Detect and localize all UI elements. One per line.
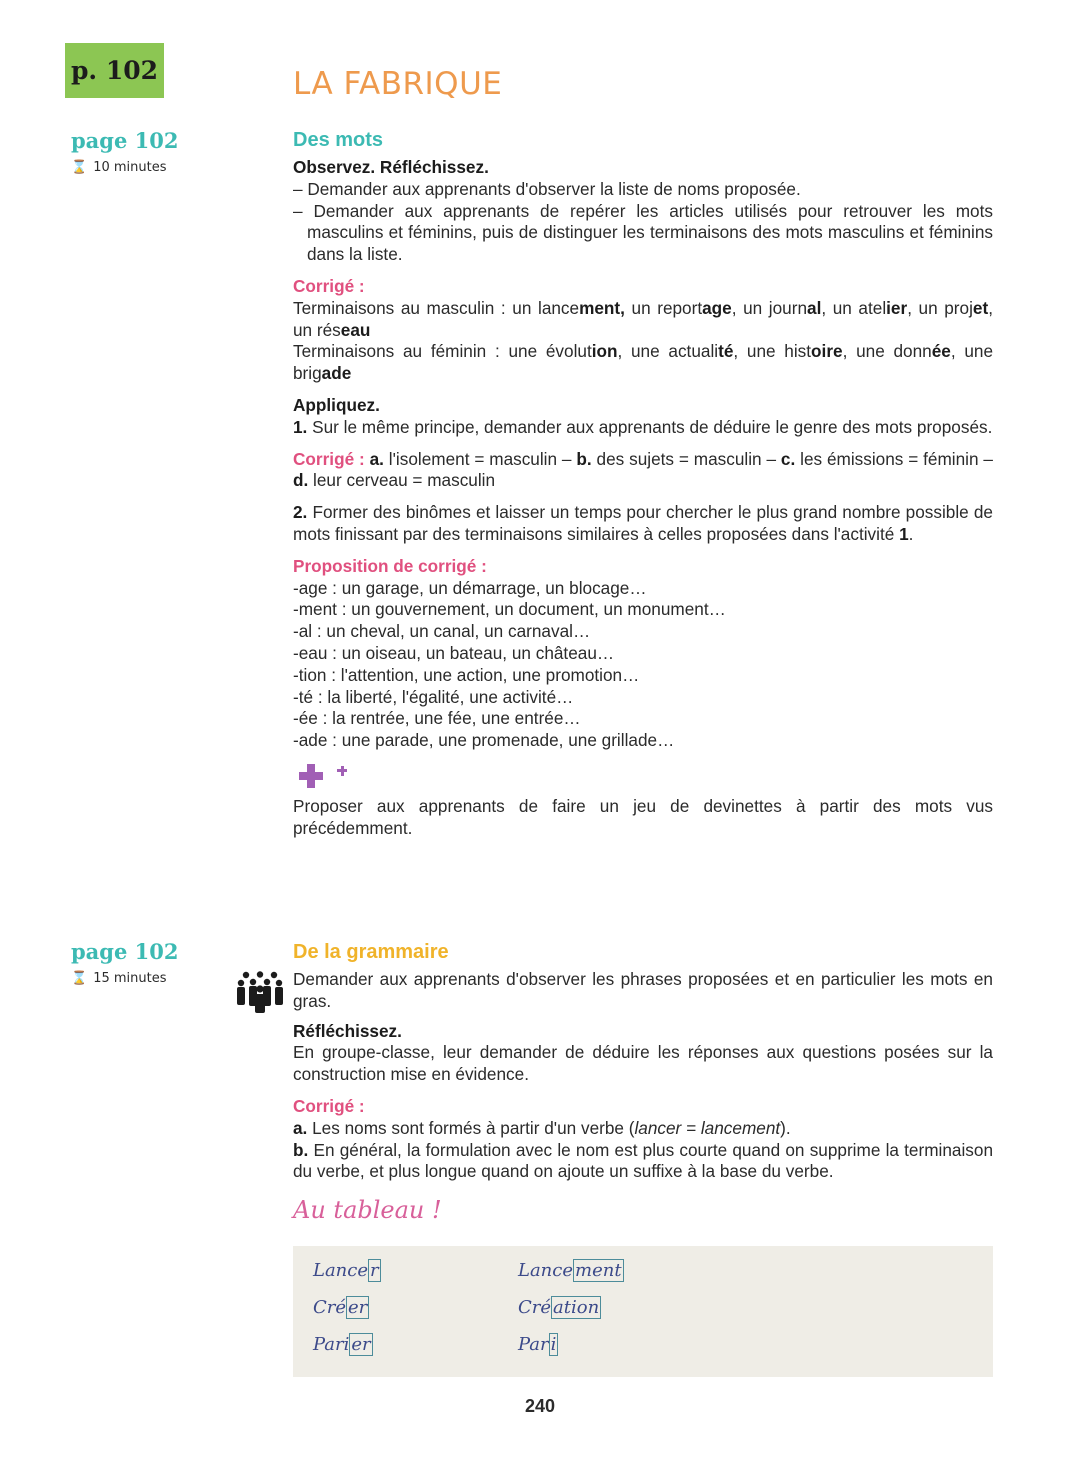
verb-base: Cré (313, 1297, 347, 1318)
answer-letter: a. (369, 448, 384, 469)
answer-letter: b. (293, 1139, 309, 1160)
item-text: Sur le même principe, demander aux apprenants de déduire le genre des mots proposés. (307, 416, 993, 437)
masculine-endings (293, 298, 993, 342)
duration (71, 160, 178, 175)
feminine-endings (293, 341, 993, 385)
word-ending: et (972, 297, 989, 318)
section-des-mots (293, 127, 993, 840)
proposition-line: -té : la liberté, l'égalité, une activité… (293, 686, 574, 707)
corrige-label: Corrigé : (293, 1095, 365, 1116)
word-ending: té (718, 341, 734, 362)
plus-plus-marker (299, 764, 993, 792)
extension-activity: Proposer aux apprenants de faire un jeu de devinettes à partir des mots vus précédemment. (293, 795, 993, 838)
section-title: Des mots (293, 129, 384, 151)
whiteboard (293, 1246, 993, 1377)
section-de-la-grammaire (293, 939, 993, 1183)
word-ending: ier (886, 297, 908, 318)
noun (518, 1297, 601, 1318)
word-base: , une brig (293, 341, 994, 384)
board-row (313, 1260, 622, 1281)
answer-letter: b. (576, 448, 592, 469)
masc-intro: Terminaisons au masculin : (293, 297, 513, 318)
noun (518, 1334, 558, 1355)
answer-text: En général, la formulation avec le nom est plus courte quand on supprime la terminaison du verbe, et plus longue quand on ajoute un suffixe à la base du verbe. (293, 1139, 993, 1182)
plus-small-icon (337, 766, 347, 776)
proposition-line: -ée : la rentrée, une fée, une entrée… (293, 708, 581, 729)
verb-ending: er (351, 1334, 371, 1355)
section1-sidebar (71, 128, 178, 175)
reflect-text: En groupe-classe, leur demander de déduire les réponses aux questions posées sur la construction mise en évidence. (293, 1042, 993, 1085)
au-tableau-title: Au tableau ! (293, 1196, 442, 1224)
proposition-label: Proposition de corrigé : (293, 555, 487, 576)
word-base: , une hist (733, 341, 812, 362)
verb-ending: r (370, 1260, 379, 1281)
reflect-heading: Réfléchissez. (293, 1020, 402, 1041)
corrige-genders (293, 449, 993, 493)
page-title: LA FABRIQUE (293, 66, 503, 102)
answer-letter: d. (293, 470, 309, 491)
verb (313, 1296, 369, 1319)
hourglass-icon: ⌛ (71, 160, 88, 175)
duration-label: 10 minutes (93, 160, 167, 175)
word-base: , une donn (842, 341, 932, 362)
verb-base: Pari (313, 1334, 350, 1355)
word-base: , un journ (731, 297, 808, 318)
item-number: 2. (293, 502, 308, 523)
noun-base: Par (518, 1334, 549, 1355)
word-ending: ment, (579, 297, 625, 318)
fem-intro: Terminaisons au féminin : (293, 341, 509, 362)
word-base: , un rés (293, 297, 993, 340)
page-number: 240 (524, 1396, 556, 1416)
answer-a (293, 1118, 993, 1140)
noun-suffix: ment (575, 1260, 622, 1281)
answer-text: des sujets = masculin – (591, 448, 781, 469)
word-base: , un proj (907, 297, 973, 318)
apply-heading: Appliquez. (293, 394, 380, 415)
proposition-line: -tion : l'attention, une action, une promotion… (293, 664, 640, 685)
verb (313, 1259, 381, 1282)
activity-ref: 1 (899, 523, 909, 544)
duration-label: 15 minutes (93, 971, 167, 986)
word-base: , une actuali (617, 341, 719, 362)
answer-text: leur cerveau = masculin (308, 470, 496, 491)
word-ending: ade (321, 363, 352, 384)
proposition-line: -al : un cheval, un canal, un carnaval… (293, 621, 591, 642)
proposition-line: -age : un garage, un démarrage, un blocage… (293, 577, 647, 598)
word-ending: ée (931, 341, 951, 362)
word-base: , un atel (821, 297, 887, 318)
answer-letter: c. (780, 448, 796, 469)
board-row (313, 1334, 557, 1355)
group-class-icon (236, 971, 284, 1013)
verb (313, 1333, 373, 1356)
observe-heading: Observez. Réfléchissez. (293, 157, 489, 177)
corrige-label: Corrigé : (293, 448, 370, 469)
answer-letter: a. (293, 1117, 308, 1138)
noun-base: Cré (518, 1297, 552, 1318)
proposition-line: -ade : une parade, une promenade, une grillade… (293, 730, 675, 751)
answer-end: ). (780, 1117, 791, 1138)
noun-suffix: ation (553, 1297, 600, 1318)
board-row (313, 1297, 600, 1318)
noun-base: Lance (518, 1260, 574, 1281)
hourglass-icon: ⌛ (71, 971, 88, 986)
proposition-line: -ment : un gouvernement, un document, un monument… (293, 599, 726, 620)
bullet-item: – Demander aux apprenants de repérer les articles utilisés pour retrouver les mots masculins et féminins, puis de distinguer les terminaisons des mots masculins et féminins dans la liste. (293, 200, 993, 265)
apply-item-1 (293, 417, 993, 439)
word-ending: oire (811, 341, 843, 362)
bullet-item: – Demander aux apprenants d'observer la liste de noms proposée. (293, 178, 801, 199)
word-ending: eau (340, 319, 371, 340)
apply-item-2 (293, 502, 993, 546)
corrige-label: Corrigé : (293, 275, 365, 296)
word-ending: age (702, 297, 732, 318)
item-end: . (908, 523, 914, 544)
noun-suffix: i (550, 1334, 557, 1355)
duration (71, 971, 178, 986)
section2-sidebar (71, 939, 178, 986)
side-page-ref: page 102 (71, 128, 179, 153)
word-ending: al (807, 297, 822, 318)
side-page-ref: page 102 (71, 939, 179, 964)
page-tag: p. 102 (65, 43, 164, 98)
word-base: un report (624, 297, 703, 318)
item-number: 1. (293, 416, 308, 437)
answer-example: lancer = lancement (634, 1117, 781, 1138)
word-ending: ion (591, 341, 618, 362)
plus-large-icon (299, 764, 323, 788)
verb-ending: er (348, 1297, 368, 1318)
item-text: Former des binômes et laisser un temps pour chercher le plus grand nombre possible de mots finissant par des terminaisons similaires à celles proposées dans l'activité (293, 502, 993, 544)
verb-base: Lance (313, 1260, 369, 1281)
proposition-line: -eau : un oiseau, un bateau, un château… (293, 642, 615, 663)
answer-text: Les noms sont formés à partir d'un verbe ( (307, 1117, 635, 1138)
intro-text: Demander aux apprenants d'observer les phrases proposées et en particulier les mots en gras. (293, 969, 993, 1011)
section-title: De la grammaire (293, 941, 449, 963)
word-base: un lance (512, 297, 580, 318)
answer-text: l'isolement = masculin – (383, 448, 577, 469)
noun (518, 1260, 624, 1281)
answer-b (293, 1140, 993, 1184)
answer-text: les émissions = féminin – (795, 448, 993, 469)
word-base: une évolut (508, 341, 592, 362)
